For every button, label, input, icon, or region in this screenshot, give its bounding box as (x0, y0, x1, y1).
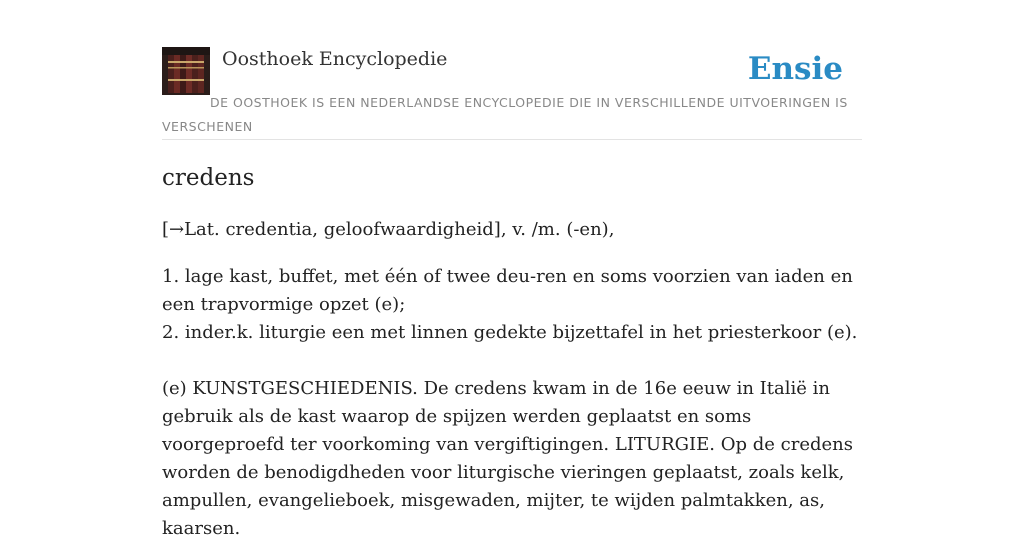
paragraph-spacer (162, 347, 862, 375)
definition-item: 1. lage kast, buffet, met één of twee deu-ren en soms voorzien van iaden en een trapvormige opzet (e); (162, 266, 853, 315)
site-header (162, 47, 862, 140)
site-title-link[interactable]: Oosthoek Encyclopedie (222, 48, 448, 70)
article (162, 160, 862, 543)
entry-definitions (162, 263, 862, 543)
encyclopedia-books-avatar-icon[interactable] (162, 47, 210, 95)
site-tagline: DE OOSTHOEK IS EEN NEDERLANDSE ENCYCLOPEDIE DIE IN VERSCHILLENDE UITVOERINGEN IS VERSCHENEN (162, 95, 848, 134)
brand-logo-link[interactable]: Ensie (747, 51, 843, 87)
definition-item: 2. inder.k. liturgie een met linnen gedekte bijzettafel in het priesterkoor (e). (162, 322, 858, 343)
entry-etymology: [→Lat. credentia, geloofwaardigheid], v. /m. (-en), (162, 219, 615, 240)
entry-title: credens (162, 165, 255, 191)
entry-notes: (e) KUNSTGESCHIEDENIS. De credens kwam in de 16e eeuw in Italië in gebruik als de kast waarop de spijzen werden geplaatst en soms voorgeproefd ter voorkoming van vergiftigingen. LITURGIE. Op de credens worden de benodigdheden voor liturgische vieringen geplaatst, zoals kelk, ampullen, evangelieboek, misgewaden, mijter, te wijden palmtakken, as, kaarsen. (162, 378, 853, 539)
